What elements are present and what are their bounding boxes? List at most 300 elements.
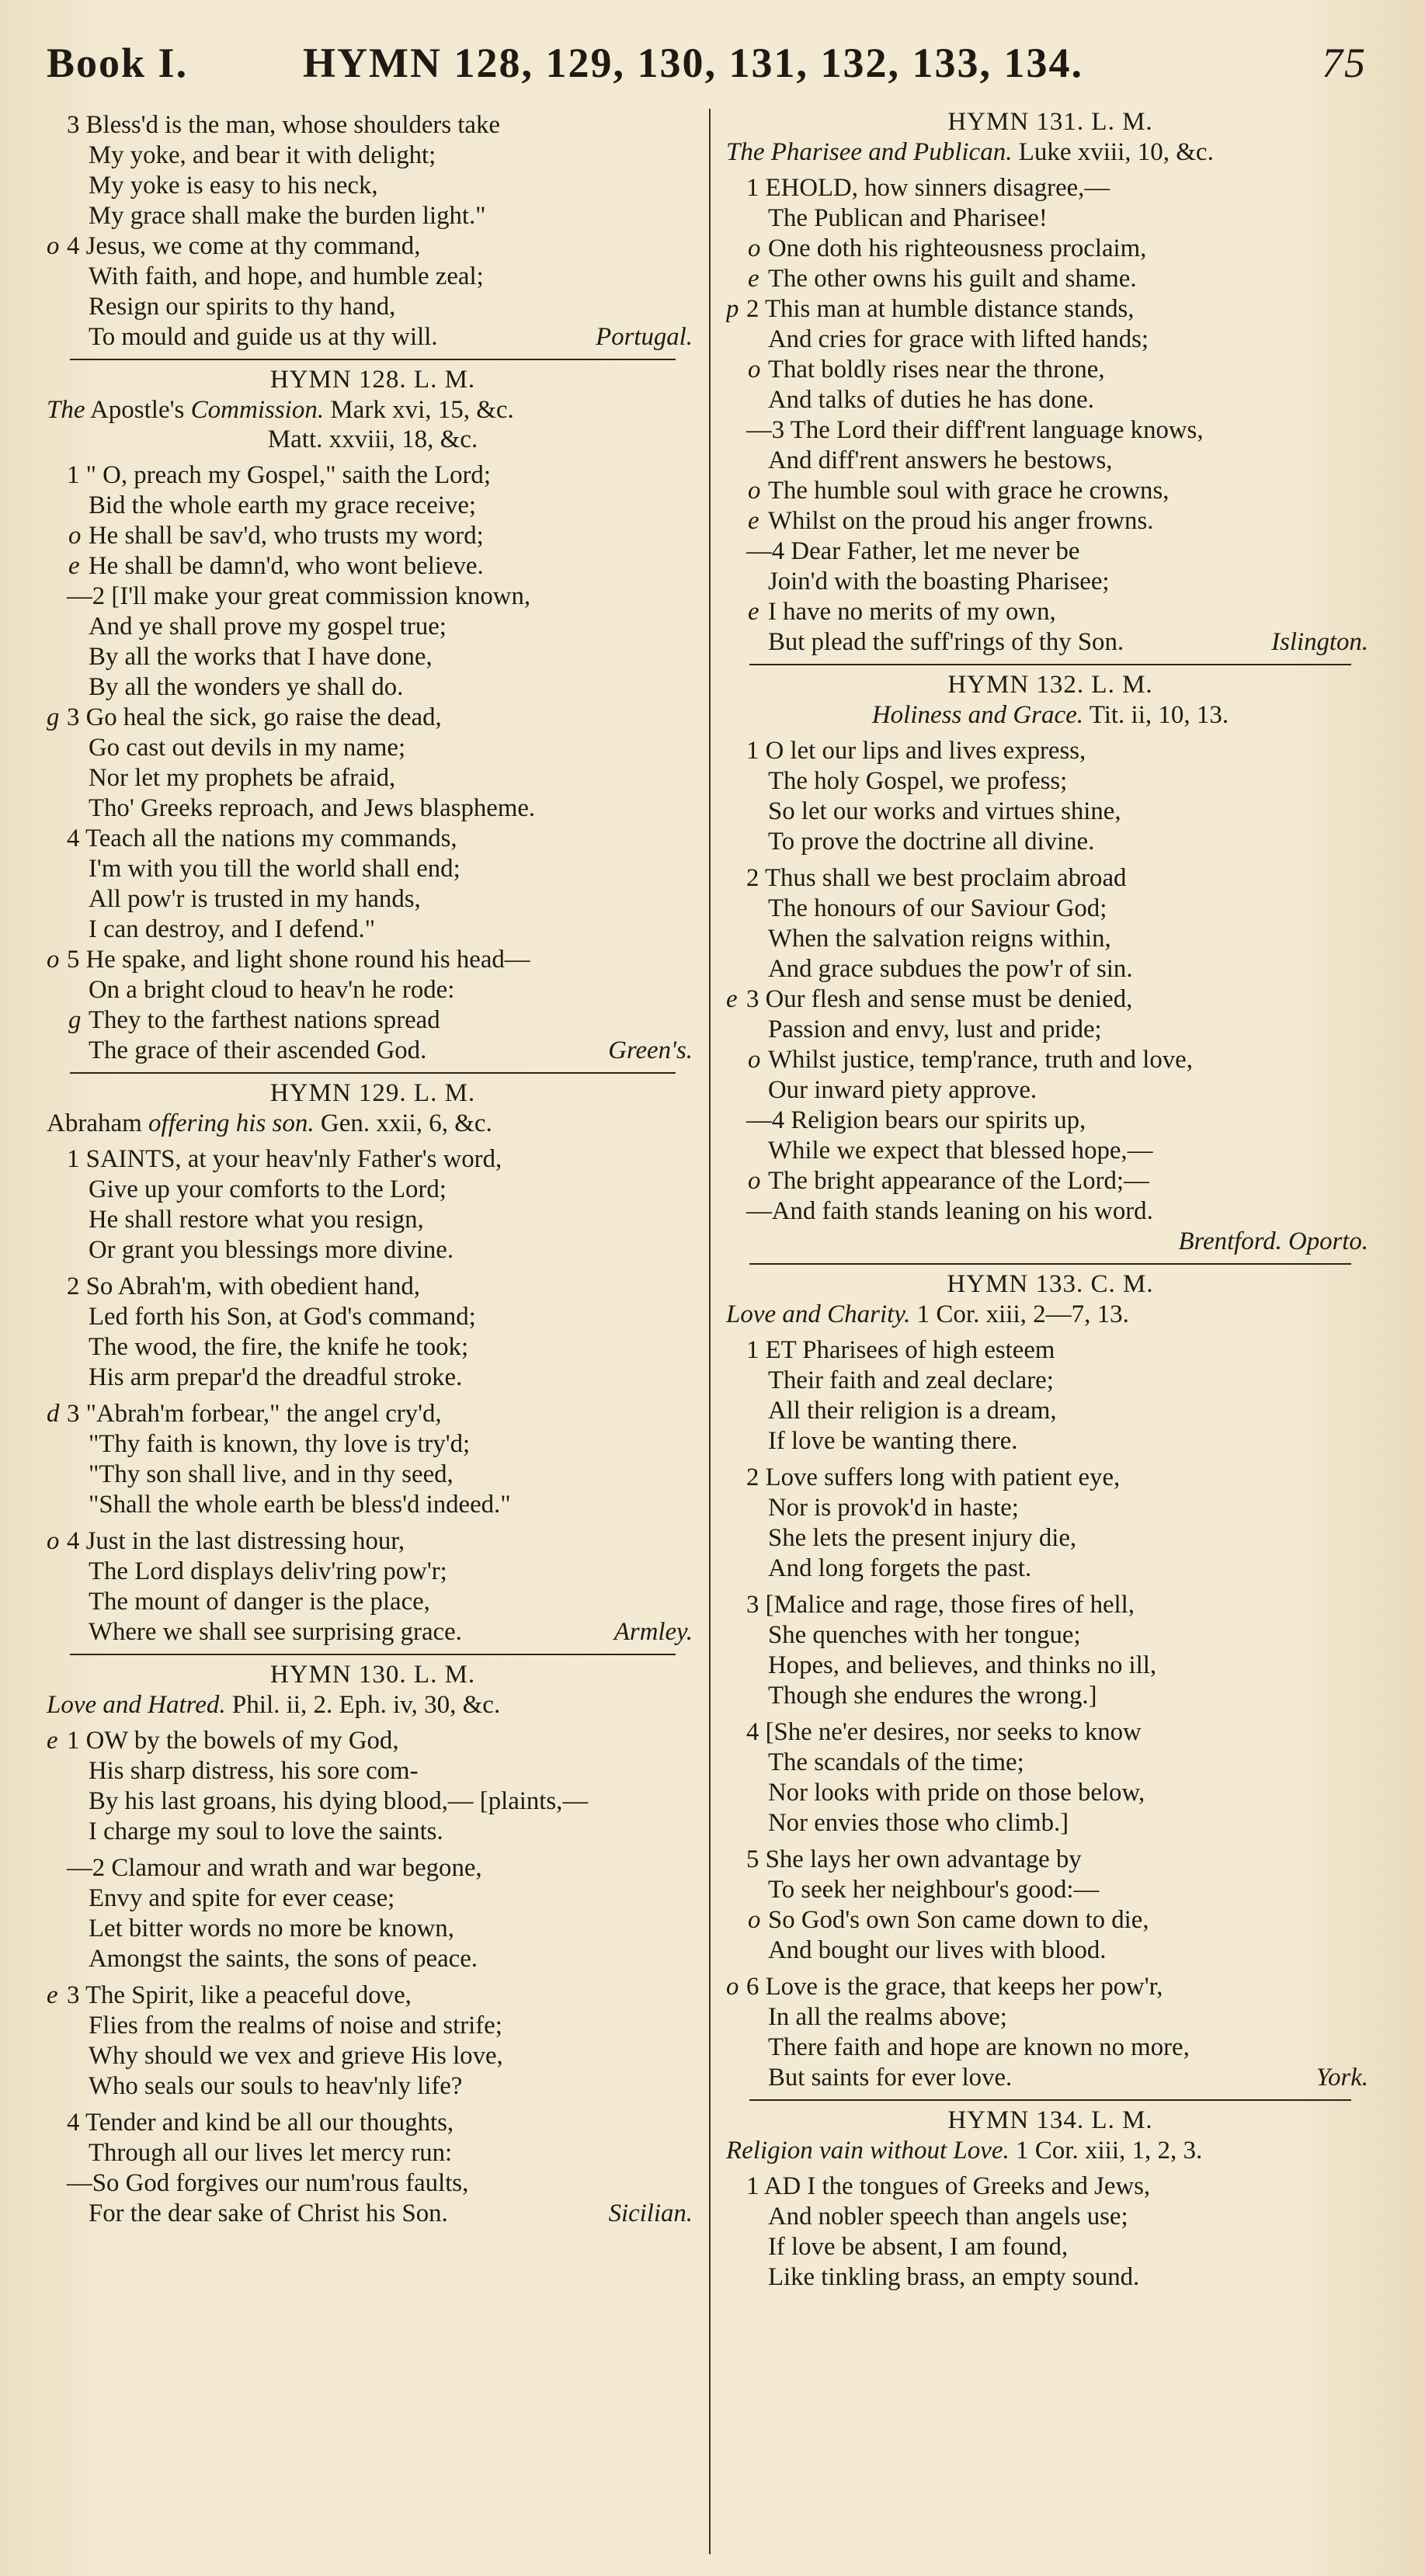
right-column: [726, 106, 1375, 2559]
verse-line: [47, 1272, 699, 1302]
verse-line: [726, 325, 1375, 355]
verse-line: [726, 476, 1375, 506]
verse-text: For the dear sake of Christ his Son.: [89, 2199, 448, 2227]
verse-text: Envy and spite for ever cease;: [89, 1884, 395, 1912]
verse-line: [47, 1557, 699, 1587]
verse-text: By all the works that I have done,: [89, 643, 433, 671]
verse-text: Go cast out devils in my name;: [89, 734, 406, 762]
verse-text: I charge my soul to love the saints.: [89, 1817, 443, 1845]
verse-text: 6 Love is the grace, that keeps her pow'r,: [746, 1973, 1163, 2001]
verse-line: [726, 2002, 1375, 2033]
verse-text: 3 Our flesh and sense must be denied,: [746, 985, 1133, 1013]
verse-line: [47, 1914, 699, 1944]
verse-text: Through all our lives let mercy run:: [89, 2139, 453, 2167]
verse-line: [47, 2011, 699, 2041]
verse-line: [726, 1463, 1375, 1493]
verse-text: The Lord displays deliv'ring pow'r;: [89, 1557, 447, 1585]
verse-line: [47, 551, 699, 582]
hymn-132: [726, 670, 1375, 1257]
verse-line: [726, 264, 1375, 294]
left-column: [47, 106, 699, 2559]
hymn-subtitle: Love and Hatred. Phil. ii, 2. Eph. iv, 30, &c.: [47, 1691, 501, 1719]
verse-line: [47, 491, 699, 521]
verse-text: Their faith and zeal declare;: [768, 1366, 1054, 1394]
tune-name: Portugal.: [596, 323, 693, 351]
verse-line: [47, 1853, 699, 1883]
section-rule: [70, 359, 676, 360]
verse-line: [47, 975, 699, 1005]
verse-line: [47, 1786, 699, 1817]
verse-text: Give up your comforts to the Lord;: [89, 1175, 447, 1203]
verse-text: Tho' Greeks reproach, and Jews blaspheme.: [89, 794, 536, 822]
verse-line: [47, 1005, 699, 1036]
verse-line: [726, 1651, 1375, 1681]
verse-line: [726, 446, 1375, 476]
verse-line: [726, 1590, 1375, 1620]
verse-text: 4 Just in the last distressing hour,: [67, 1527, 405, 1555]
hymn-verse: [47, 1853, 699, 1974]
hymn-heading: HYMN 128. L. M.: [269, 366, 476, 394]
verse-text: They to the farthest nations spread: [89, 1006, 440, 1034]
verse-text: My yoke is easy to his neck,: [89, 172, 378, 200]
hymn-verse: [47, 1981, 699, 2102]
dynamic-mark: p: [726, 295, 739, 323]
verse-text: 3 [Malice and rage, those fires of hell,: [746, 1591, 1135, 1619]
verse-line: [726, 1136, 1375, 1166]
dynamic-mark: o: [47, 232, 60, 260]
verse-text: Flies from the realms of noise and strife;: [89, 2012, 502, 2040]
tune-names: Brentford. Oporto.: [1178, 1227, 1368, 1255]
hymn-verses: [726, 173, 1375, 658]
verse-text: —So God forgives our num'rous faults,: [67, 2169, 469, 2197]
verse-line: [726, 385, 1375, 415]
verse-text: —3 The Lord their diff'rent language knows,: [746, 416, 1204, 444]
verse-text: 1 EHOLD, how sinners disagree,—: [746, 174, 1110, 202]
verse-text: 4 Teach all the nations my commands,: [67, 825, 457, 852]
verse-line: [726, 1196, 1375, 1227]
verse-line: [47, 763, 699, 793]
verse-line: [47, 824, 699, 854]
verse-line: [47, 2138, 699, 2168]
hymn-verse: [726, 1335, 1375, 1456]
verse-line: [47, 1363, 699, 1393]
dynamic-mark: o: [748, 234, 761, 262]
verse-text: To prove the doctrine all divine.: [768, 828, 1095, 856]
hymn-subtitle: The Pharisee and Publican. Luke xviii, 10, &c.: [726, 138, 1214, 166]
verse-line: [47, 915, 699, 945]
verse-line: [47, 793, 699, 824]
verse-line: [726, 1681, 1375, 1711]
verse-line: [47, 945, 699, 975]
verse-line: [726, 736, 1375, 766]
verse-line: [726, 627, 1375, 658]
verse-text: That boldly rises near the throne,: [768, 356, 1105, 384]
hymn-verse: [47, 1526, 699, 1647]
verse-text: She lets the present injury die,: [768, 1524, 1077, 1552]
verse-line: [726, 1106, 1375, 1136]
hymn-subtitle: The Apostle's Commission. Mark xvi, 15, &c.: [47, 396, 514, 424]
verse-text: —4 Dear Father, let me never be: [746, 537, 1080, 565]
verse-text: Nor looks with pride on those below,: [768, 1779, 1145, 1807]
verse-line: [726, 355, 1375, 385]
verse-text: Let bitter words no more be known,: [89, 1915, 454, 1942]
dynamic-mark: e: [47, 1981, 58, 2009]
verse-line: [47, 1526, 699, 1557]
verse-text: By his last groans, his dying blood,— [plaints,—: [89, 1787, 589, 1815]
verse-text: Nor let my prophets be afraid,: [89, 764, 396, 792]
verse-line: [47, 672, 699, 703]
verse-line: [47, 1175, 699, 1205]
verse-line: [47, 1399, 699, 1429]
verse-text: Whilst justice, temp'rance, truth and love,: [768, 1046, 1193, 1074]
verse-text: Like tinkling brass, an empty sound.: [768, 2263, 1140, 2291]
verse-text: And diff'rent answers he bestows,: [768, 446, 1113, 474]
section-rule: [70, 1654, 676, 1655]
verse-text: —2 [I'll make your great commission known,: [67, 582, 531, 610]
verse-line: [726, 1778, 1375, 1808]
verse-line: [726, 2172, 1375, 2202]
verse-text: Whilst on the proud his anger frowns.: [768, 507, 1154, 535]
hymn-verse: [47, 1144, 699, 1265]
hymn-128: [47, 365, 699, 1066]
verse-line: [726, 1808, 1375, 1838]
verse-text: 3 Go heal the sick, go raise the dead,: [67, 703, 442, 731]
verse-text: 3 The Spirit, like a peaceful dove,: [67, 1981, 412, 2009]
verse-line: [47, 1756, 699, 1786]
verse-text: 2 This man at humble distance stands,: [746, 295, 1135, 323]
verse-text: But plead the suff'rings of thy Son.: [768, 628, 1124, 656]
dynamic-mark: g: [47, 703, 60, 731]
dynamic-mark: o: [748, 1046, 761, 1074]
verse-text: 4 [She ne'er desires, nor seeks to know: [746, 1718, 1142, 1746]
verse-line: [47, 292, 699, 322]
hymn-verse: [726, 1717, 1375, 1838]
tune-name: Islington.: [1271, 628, 1368, 656]
hymn-verse: [726, 1845, 1375, 1966]
verse-line: [47, 141, 699, 171]
verse-text: —4 Religion bears our spirits up,: [746, 1106, 1086, 1134]
verse-text: To mould and guide us at thy will.: [89, 323, 438, 351]
verse-line: [47, 460, 699, 491]
verse-line: [726, 1075, 1375, 1106]
dynamic-mark: o: [748, 356, 761, 384]
verse-line: [726, 1554, 1375, 1584]
verse-text: I have no merits of my own,: [768, 598, 1056, 626]
verse-line: [726, 1905, 1375, 1935]
verse-line: [47, 1587, 699, 1617]
verse-line: [47, 1726, 699, 1756]
verse-text: Amongst the saints, the sons of peace.: [89, 1945, 478, 1973]
verse-line: [47, 612, 699, 642]
dynamic-mark: e: [748, 598, 759, 626]
verse-text: All their religion is a dream,: [768, 1397, 1057, 1425]
verse-text: If love be absent, I am found,: [768, 2233, 1069, 2261]
verse-text: 5 She lays her own advantage by: [746, 1845, 1082, 1873]
verse-text: And grace subdues the pow'r of sin.: [768, 955, 1133, 983]
verse-text: There faith and hope are known no more,: [768, 2033, 1190, 2061]
hymn-134: [726, 2106, 1375, 2293]
verse-line: [47, 231, 699, 262]
verse-line: [47, 1981, 699, 2011]
verse-text: I'm with you till the world shall end;: [89, 855, 461, 883]
verse-text: 1 O let our lips and lives express,: [746, 737, 1086, 765]
verse-text: —2 Clamour and wrath and war begone,: [67, 1854, 482, 1882]
verse-line: [47, 1036, 699, 1066]
verse-text: Why should we vex and grieve His love,: [89, 2042, 503, 2070]
verse-line: [47, 1144, 699, 1175]
dynamic-mark: o: [47, 946, 60, 974]
verse-line: [47, 854, 699, 884]
verse-text: One doth his righteousness proclaim,: [768, 234, 1147, 262]
verse-line: [726, 1875, 1375, 1905]
dynamic-mark: e: [47, 1727, 58, 1755]
verse-line: [726, 2232, 1375, 2262]
verse-line: [726, 1015, 1375, 1045]
verse-text: The grace of their ascended God.: [89, 1036, 427, 1064]
verse-text: Led forth his Son, at God's command;: [89, 1303, 476, 1331]
verse-line: [726, 1166, 1375, 1196]
hymn-verses: [47, 460, 699, 1066]
verse-line: [47, 642, 699, 672]
verse-text: The Publican and Pharisee!: [768, 204, 1048, 232]
verse-line: [726, 954, 1375, 984]
verse-text: He shall restore what you resign,: [89, 1206, 424, 1234]
verse-text: The scandals of the time;: [768, 1748, 1024, 1776]
verse-line: [47, 110, 699, 141]
hymn-heading: HYMN 129. L. M.: [269, 1079, 476, 1107]
tune-name: Green's.: [608, 1036, 693, 1064]
verse-text: "Thy faith is known, thy love is try'd;: [89, 1430, 471, 1458]
verse-line: [726, 294, 1375, 325]
verse-line: [726, 1845, 1375, 1875]
hymn-subtitle: Abraham offering his son. Gen. xxii, 6, &c.: [47, 1109, 492, 1137]
verse-text: And nobler speech than angels use;: [768, 2203, 1128, 2231]
verse-text: 3 "Abrah'm forbear," the angel cry'd,: [67, 1400, 442, 1428]
verse-text: She quenches with her tongue;: [768, 1621, 1081, 1649]
verse-line: [47, 2168, 699, 2199]
verse-line: [726, 2262, 1375, 2293]
verse-line: [47, 733, 699, 763]
hymn-subtitle: Love and Charity. 1 Cor. xiii, 2—7, 13.: [726, 1300, 1129, 1328]
verse-text: 4 Tender and kind be all our thoughts,: [67, 2109, 454, 2137]
section-rule: [749, 664, 1351, 665]
verse-text: But saints for ever love.: [768, 2064, 1013, 2092]
book-label: Book I.: [47, 40, 189, 86]
verse-line: [726, 863, 1375, 894]
running-title: HYMN 128, 129, 130, 131, 132, 133, 134.: [303, 40, 1083, 86]
verse-line: [726, 203, 1375, 234]
dynamic-mark: o: [726, 1973, 739, 2001]
verse-text: So let our works and virtues shine,: [768, 797, 1121, 825]
verse-line: [47, 1817, 699, 1847]
verse-text: My yoke, and bear it with delight;: [89, 141, 436, 169]
verse-line: [726, 1396, 1375, 1426]
dynamic-mark: g: [68, 1006, 82, 1034]
dynamic-mark: e: [68, 552, 80, 580]
verse-text: And talks of duties he has done.: [768, 386, 1094, 414]
verse-text: The bright appearance of the Lord;—: [768, 1167, 1149, 1195]
hymn-heading: HYMN 130. L. M.: [269, 1661, 476, 1689]
hymn-133: [726, 1269, 1375, 2093]
verse-text: His arm prepar'd the dreadful stroke.: [89, 1363, 463, 1391]
verse-line: [726, 1972, 1375, 2002]
verse-line: [47, 1883, 699, 1914]
verse-line: [47, 703, 699, 733]
dynamic-mark: o: [68, 522, 82, 550]
verse-text: On a bright cloud to heav'n he rode:: [89, 976, 455, 1004]
verse-text: 2 Love suffers long with patient eye,: [746, 1463, 1121, 1491]
verse-text: And bought our lives with blood.: [768, 1936, 1107, 1964]
verse-text: Our inward piety approve.: [768, 1076, 1037, 1104]
verse-line: [726, 1366, 1375, 1396]
verse-text: 3 Bless'd is the man, whose shoulders take: [67, 111, 500, 139]
verse-line: [726, 924, 1375, 954]
verse-line: [47, 582, 699, 612]
verse-line: [726, 1620, 1375, 1651]
tune-name: Armley.: [613, 1618, 693, 1646]
verse-text: The holy Gospel, we profess;: [768, 767, 1068, 795]
hymn-subtitle: Holiness and Grace. Tit. ii, 10, 13.: [871, 701, 1229, 729]
verse-line: [726, 1335, 1375, 1366]
verse-text: 1 OW by the bowels of my God,: [67, 1727, 399, 1755]
verse-line: [726, 827, 1375, 857]
verse-text: Nor is provok'd in haste;: [768, 1494, 1019, 1522]
verse-line: [47, 322, 699, 352]
verse-text: All pow'r is trusted in my hands,: [89, 885, 421, 913]
verse-line: [47, 521, 699, 551]
verse-text: "Shall the whole earth be bless'd indeed.": [89, 1491, 511, 1519]
verse-line: [726, 1045, 1375, 1075]
verse-line: [47, 1235, 699, 1265]
verse-text: The honours of our Saviour God;: [768, 894, 1107, 922]
verse-line: [47, 262, 699, 292]
verse-text: 2 So Abrah'm, with obedient hand,: [67, 1272, 420, 1300]
verse-text: Where we shall see surprising grace.: [89, 1618, 462, 1646]
dynamic-mark: o: [748, 477, 761, 505]
verse-text: Resign our spirits to thy hand,: [89, 293, 396, 321]
verse-text: So God's own Son came down to die,: [768, 1906, 1149, 1934]
verse-text: Passion and envy, lust and pride;: [768, 1015, 1102, 1043]
verse-text: The humble soul with grace he crowns,: [768, 477, 1170, 505]
verse-text: The other owns his guilt and shame.: [768, 265, 1137, 293]
verse-line: [726, 1935, 1375, 1966]
verse-line: [47, 2071, 699, 2102]
verse-text: Nor envies those who climb.]: [768, 1809, 1069, 1837]
tune-name: Sicilian.: [608, 2199, 693, 2227]
verse-text: The mount of danger is the place,: [89, 1588, 430, 1616]
section-rule: [70, 1072, 676, 1074]
page-number: 75: [1322, 40, 1367, 86]
verse-line: [47, 1944, 699, 1974]
verse-line: [47, 1205, 699, 1235]
verse-text: And long forgets the past.: [768, 1554, 1032, 1582]
dynamic-mark: d: [47, 1400, 60, 1428]
verse-line: [47, 1332, 699, 1363]
verse-text: I can destroy, and I defend.": [89, 915, 376, 943]
hymn-verse: [47, 2108, 699, 2229]
hymn-127-continuation: [47, 110, 699, 352]
verse-text: "Thy son shall live, and in thy seed,: [89, 1460, 454, 1488]
verse-line: [726, 173, 1375, 203]
dynamic-mark: o: [748, 1906, 761, 1934]
hymn-subtitle: Religion vain without Love. 1 Cor. xiii, 1, 2, 3.: [726, 2137, 1203, 2165]
dynamic-mark: e: [726, 985, 738, 1013]
hymn-heading: HYMN 131. L. M.: [947, 108, 1153, 136]
hymn-verse: [726, 1972, 1375, 2093]
verse-text: He shall be damn'd, who wont believe.: [89, 552, 484, 580]
verse-text: With faith, and hope, and humble zeal;: [89, 262, 484, 290]
dynamic-mark: e: [748, 507, 759, 535]
verse-line: [726, 567, 1375, 597]
verse-line: [47, 2199, 699, 2229]
verse-text: 1 AD I the tongues of Greeks and Jews,: [746, 2172, 1151, 2200]
verse-text: Or grant you blessings more divine.: [89, 1236, 454, 1264]
hymn-verse: [726, 863, 1375, 1227]
hymn-heading: HYMN 132. L. M.: [947, 671, 1153, 699]
hymn-heading: HYMN 133. C. M.: [947, 1270, 1154, 1298]
verse-text: The wood, the fire, the knife he took;: [89, 1333, 469, 1361]
verse-line: [726, 1748, 1375, 1778]
verse-text: Bid the whole earth my grace receive;: [89, 491, 477, 519]
verse-text: Hopes, and believes, and thinks no ill,: [768, 1651, 1157, 1679]
dynamic-mark: o: [748, 1167, 761, 1195]
verse-text: And cries for grace with lifted hands;: [768, 325, 1149, 353]
verse-text: To seek her neighbour's good:—: [768, 1876, 1100, 1904]
hymn-129: [47, 1078, 699, 1647]
dynamic-mark: o: [47, 1527, 60, 1555]
verse-line: [726, 2202, 1375, 2232]
verse-line: [47, 1617, 699, 1647]
verse-line: [47, 1302, 699, 1332]
verse-text: —And faith stands leaning on his word.: [746, 1197, 1153, 1225]
verse-text: In all the realms above;: [768, 2003, 1007, 2031]
verse-line: [726, 1717, 1375, 1748]
verse-line: [726, 1493, 1375, 1523]
verse-line: [726, 984, 1375, 1015]
verse-line: [726, 1523, 1375, 1554]
verse-line: [726, 766, 1375, 797]
verse-line: [47, 1460, 699, 1490]
verse-line: [726, 506, 1375, 536]
hymn-130: [47, 1660, 699, 2229]
verse-text: 1 " O, preach my Gospel," saith the Lord;: [67, 461, 491, 489]
hymn-heading: HYMN 134. L. M.: [947, 2106, 1153, 2134]
verse-line: [726, 597, 1375, 627]
verse-line: [726, 1426, 1375, 1456]
verse-text: My grace shall make the burden light.": [89, 202, 486, 230]
verse-line: [726, 536, 1375, 567]
column-divider: [709, 109, 711, 2554]
verse-line: [47, 2108, 699, 2138]
verse-text: 1 SAINTS, at your heav'nly Father's word,: [67, 1145, 502, 1173]
verse-text: 4 Jesus, we come at thy command,: [67, 232, 421, 260]
hymn-verse: [47, 1272, 699, 1393]
hymn-verse: [47, 1399, 699, 1520]
dynamic-mark: e: [748, 265, 759, 293]
verse-text: His sharp distress, his sore com-: [89, 1757, 419, 1785]
verse-line: [726, 797, 1375, 827]
verse-line: [47, 171, 699, 201]
verse-text: He shall be sav'd, who trusts my word;: [89, 522, 484, 550]
verse-text: While we expect that blessed hope,—: [768, 1137, 1153, 1165]
verse-line: [47, 201, 699, 231]
verse-line: [47, 2041, 699, 2071]
page-header: [47, 31, 1367, 93]
verse-line: [726, 894, 1375, 924]
verse-line: [47, 1429, 699, 1460]
verse-text: Though she endures the wrong.]: [768, 1682, 1097, 1710]
verse-line: [726, 2063, 1375, 2093]
